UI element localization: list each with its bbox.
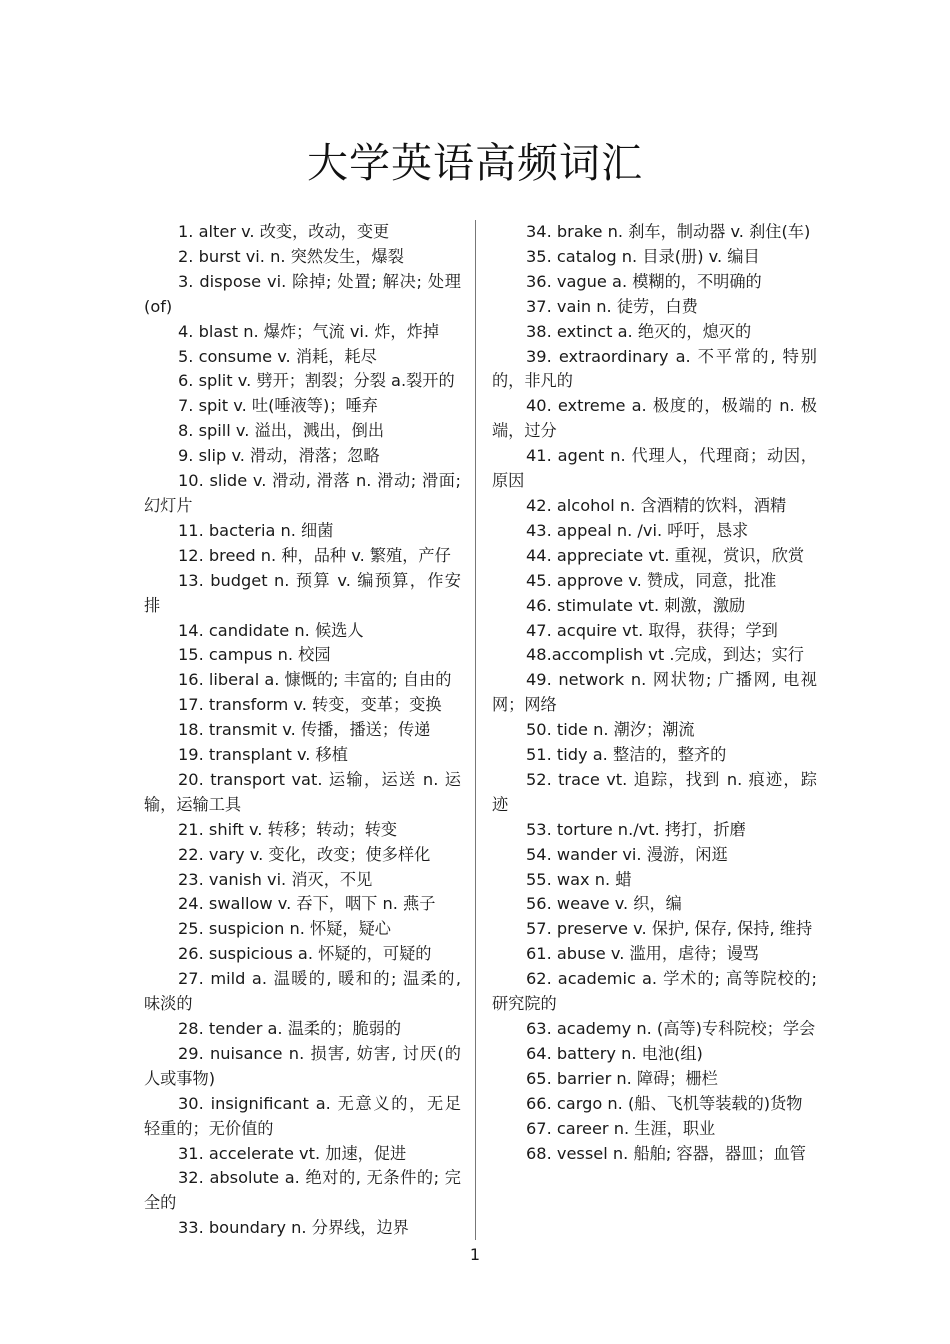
vocab-entry: 11. bacteria n. 细菌 xyxy=(178,520,334,540)
vocab-entry: 27. mild a. 温暖的, 暖和的; 温柔的, 味淡的 xyxy=(144,969,461,1014)
vocab-entry: 56. weave v. 织，编 xyxy=(526,894,682,914)
vocab-entry: 53. torture n./vt. 拷打，折磨 xyxy=(526,819,746,839)
vocab-entry: 20. transport vat. 运输，运送 n. 运输，运输工具 xyxy=(144,769,461,814)
vocab-entry: 43. appeal n. /vi. 呼吁，恳求 xyxy=(526,520,749,540)
vocab-entry: 10. slide v. 滑动, 滑落 n. 滑动; 滑面; 幻灯片 xyxy=(144,471,461,515)
vocab-entry: 15. campus n. 校园 xyxy=(178,645,331,665)
vocab-entry: 62. academic a. 学术的; 高等院校的; 研究院的 xyxy=(492,969,817,1014)
vocab-entry: 2. burst vi. n. 突然发生，爆裂 xyxy=(178,246,404,266)
column-divider xyxy=(475,220,476,1240)
vocab-entry: 49. network n. 网状物; 广播网, 电视网；网络 xyxy=(492,670,817,715)
vocab-entry: 39. extraordinary a. 不平常的, 特别的，非凡的 xyxy=(492,346,817,391)
vocab-entry: 67. career n. 生涯，职业 xyxy=(526,1118,716,1138)
vocab-entry: 18. transmit v. 传播，播送；传递 xyxy=(178,720,431,740)
vocab-entry: 51. tidy a. 整洁的，整齐的 xyxy=(526,745,727,765)
vocab-entry: 61. abuse v. 滥用，虐待；谩骂 xyxy=(526,944,759,964)
vocab-entry: 64. battery n. 电池(组) xyxy=(526,1043,703,1063)
vocab-entry: 23. vanish vi. 消灭，不见 xyxy=(178,869,373,889)
vocab-entry: 33. boundary n. 分界线，边界 xyxy=(178,1218,409,1238)
vocab-entry: 34. brake n. 刹车，制动器 v. 刹住(车) xyxy=(526,222,811,241)
vocab-entry: 63. academy n. (高等)专科院校；学会 xyxy=(526,1019,816,1038)
vocab-entry: 41. agent n. 代理人，代理商；动因，原因 xyxy=(492,446,817,491)
vocab-entry: 6. split v. 劈开；割裂；分裂 a.裂开的 xyxy=(178,371,455,391)
vocab-entry: 14. candidate n. 候选人 xyxy=(178,620,364,640)
vocab-entry: 37. vain n. 徒劳，白费 xyxy=(526,296,698,316)
vocab-entry: 30. insignificant a. 无意义的，无足轻重的；无价值的 xyxy=(144,1093,461,1138)
vocab-entry: 26. suspicious a. 怀疑的，可疑的 xyxy=(178,944,432,964)
vocab-entry: 44. appreciate vt. 重视，赏识，欣赏 xyxy=(526,545,805,565)
vocab-entry: 45. approve v. 赞成，同意，批准 xyxy=(526,570,777,590)
vocab-entry: 52. trace vt. 追踪，找到 n. 痕迹，踪迹 xyxy=(492,769,817,814)
vocab-entry: 29. nuisance n. 损害, 妨害, 讨厌(的人或事物) xyxy=(144,1043,461,1088)
vocab-entry: 19. transplant v. 移植 xyxy=(178,745,348,765)
vocab-entry: 55. wax n. 蜡 xyxy=(526,869,632,889)
vocab-entry: 16. liberal a. 慷慨的; 丰富的; 自由的 xyxy=(178,670,452,690)
left-vocab-column xyxy=(144,220,461,1241)
vocab-entry: 48.accomplish vt .完成，到达；实行 xyxy=(526,645,804,665)
vocab-entry: 65. barrier n. 障碍；栅栏 xyxy=(526,1068,718,1088)
vocab-entry: 40. extreme a. 极度的，极端的 n. 极端，过分 xyxy=(492,396,817,441)
vocab-entry: 32. absolute a. 绝对的, 无条件的; 完全的 xyxy=(144,1168,461,1213)
vocab-entry: 4. blast n. 爆炸；气流 vi. 炸，炸掉 xyxy=(178,321,439,341)
page-number: 1 xyxy=(469,1245,481,1264)
vocab-entry: 46. stimulate vt. 刺激，激励 xyxy=(526,595,746,615)
page-title: 大学英语高频词汇 xyxy=(307,139,643,188)
vocab-entry: 9. slip v. 滑动，滑落；忽略 xyxy=(178,446,380,466)
vocab-entry: 35. catalog n. 目录(册) v. 编目 xyxy=(526,246,760,266)
vocab-entry: 47. acquire vt. 取得，获得；学到 xyxy=(526,620,778,640)
vocab-entry: 50. tide n. 潮汐；潮流 xyxy=(526,720,695,740)
vocab-entry: 24. swallow v. 吞下，咽下 n. 燕子 xyxy=(178,894,436,914)
vocab-entry: 68. vessel n. 船舶; 容器，器皿；血管 xyxy=(526,1143,806,1163)
vocab-entry: 17. transform v. 转变，变革；变换 xyxy=(178,695,442,715)
vocab-entry: 22. vary v. 变化，改变；使多样化 xyxy=(178,844,431,864)
vocab-entry: 31. accelerate vt. 加速，促进 xyxy=(178,1143,407,1163)
vocab-entry: 28. tender a. 温柔的；脆弱的 xyxy=(178,1019,402,1038)
vocab-entry: 21. shift v. 转移；转动；转变 xyxy=(178,819,398,839)
vocab-entry: 54. wander vi. 漫游，闲逛 xyxy=(526,844,728,864)
vocab-entry: 13. budget n. 预算 v. 编预算，作安排 xyxy=(144,570,461,615)
vocab-entry: 8. spill v. 溢出，溅出，倒出 xyxy=(178,421,385,441)
vocab-entry: 12. breed n. 种，品种 v. 繁殖，产仔 xyxy=(178,545,451,565)
vocab-entry: 57. preserve v. 保护, 保存, 保持, 维持 xyxy=(526,919,813,939)
vocab-entry: 66. cargo n. (船、飞机等装载的)货物 xyxy=(526,1093,803,1113)
vocab-entry: 1. alter v. 改变，改动，变更 xyxy=(178,222,390,241)
vocab-entry: 36. vague a. 模糊的，不明确的 xyxy=(526,271,762,291)
vocab-entry: 5. consume v. 消耗，耗尽 xyxy=(178,346,377,366)
vocab-entry: 3. dispose vi. 除掉; 处置; 解决; 处理(of) xyxy=(144,271,461,316)
vocab-entry: 25. suspicion n. 怀疑，疑心 xyxy=(178,919,391,939)
vocab-entry: 7. spit v. 吐(唾液等)；唾弃 xyxy=(178,396,378,416)
vocab-entry: 42. alcohol n. 含酒精的饮料，酒精 xyxy=(526,495,787,515)
vocab-entry: 38. extinct a. 绝灭的，熄灭的 xyxy=(526,321,752,341)
right-vocab-column xyxy=(492,220,817,1166)
